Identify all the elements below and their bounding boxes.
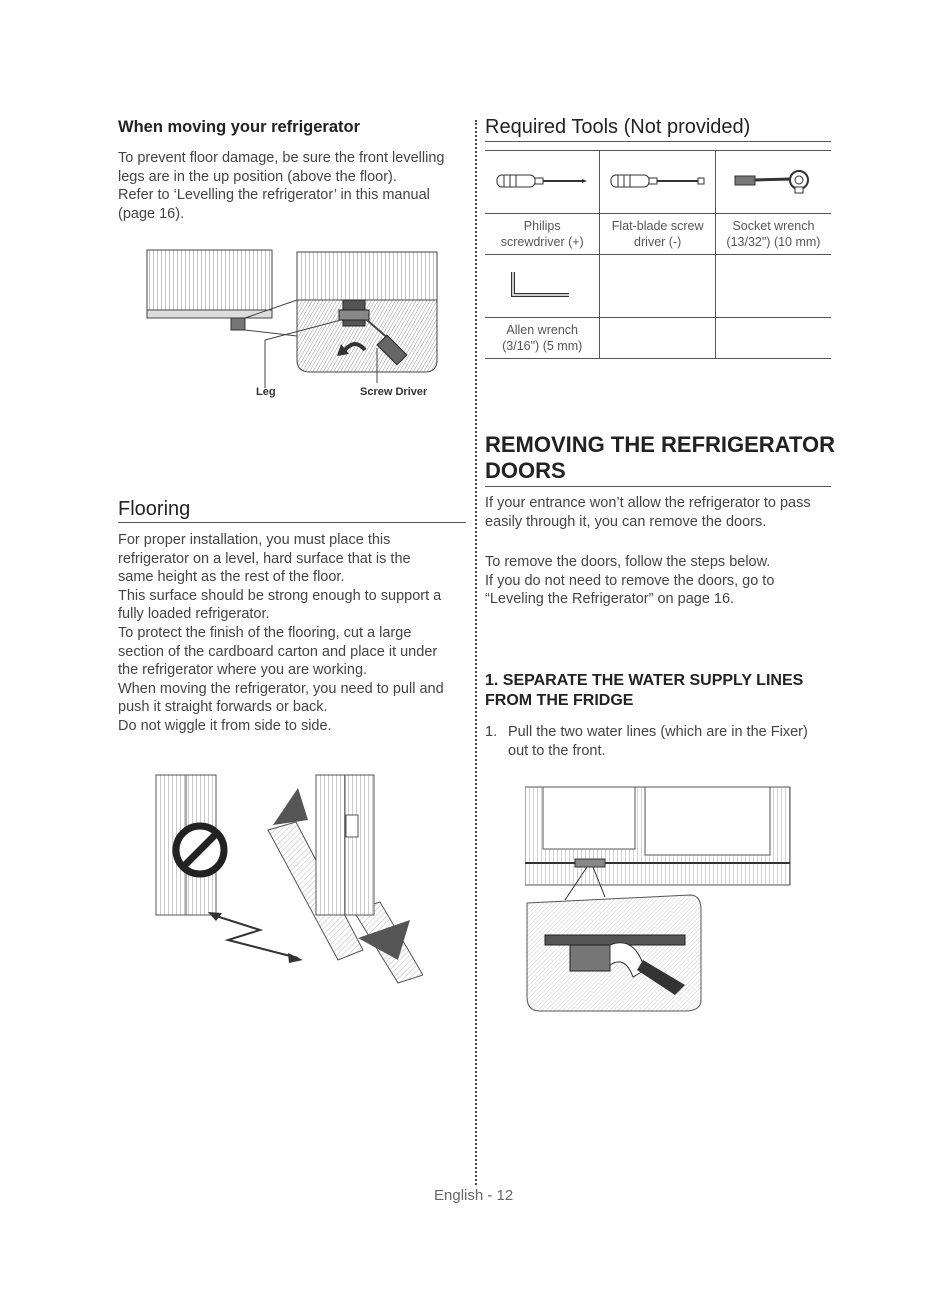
tool-label-cell xyxy=(485,214,600,255)
allen-wrench-icon xyxy=(509,270,575,300)
moving-line: (page 16). xyxy=(118,205,185,222)
water-supply-lines-illustration xyxy=(525,785,795,1015)
tools-heading-rule xyxy=(485,141,831,142)
tool-label-cell-empty xyxy=(600,318,716,359)
removing-line: If your entrance won’t allow the refrigerator to pass xyxy=(485,495,811,511)
tool-label: Flat-blade screw xyxy=(611,219,704,233)
flooring-illustration xyxy=(148,770,423,985)
removing-heading xyxy=(485,432,835,484)
flooring-heading: Flooring xyxy=(118,498,191,520)
tool-image-cell xyxy=(715,151,831,214)
removing-text-a xyxy=(485,494,835,531)
step1-item-line: Pull the two water lines (which are in the Fixer) xyxy=(508,724,808,740)
tools-table xyxy=(485,150,831,359)
tool-label: Allen wrench xyxy=(506,323,578,337)
tool-image-cell xyxy=(600,151,716,214)
removing-rule xyxy=(485,486,831,487)
flooring-line: For proper installation, you must place this xyxy=(118,532,391,548)
tool-image-cell xyxy=(485,255,600,318)
flooring-rule xyxy=(118,522,466,523)
flooring-line: the refrigerator where you are working. xyxy=(118,662,368,679)
moving-heading: When moving your refrigerator xyxy=(118,118,361,136)
caption-leg: Leg xyxy=(256,386,276,398)
tool-label: (3/16") (5 mm) xyxy=(502,339,583,353)
tool-label-cell xyxy=(715,214,831,255)
column-divider xyxy=(475,120,477,1185)
tool-image-cell-empty xyxy=(600,255,716,318)
tool-label-cell xyxy=(600,214,716,255)
removing-heading-line: DOORS xyxy=(485,458,566,483)
flooring-line: This surface should be strong enough to support a xyxy=(118,587,442,604)
tool-label: (13/32") (10 mm) xyxy=(726,235,821,249)
tool-label: Socket wrench xyxy=(732,219,815,233)
removing-heading-line: REMOVING THE REFRIGERATOR xyxy=(485,432,835,457)
step1-heading-line: 1. SEPARATE THE WATER SUPPLY LINES xyxy=(485,672,804,689)
leg-screwdriver-illustration xyxy=(145,248,440,388)
flooring-line: section of the cardboard carton and place it under xyxy=(118,643,438,660)
tools-row-images xyxy=(485,255,831,318)
page-footer: English - 12 xyxy=(434,1187,514,1204)
moving-line: legs are in the up position (above the floor). xyxy=(118,168,397,185)
tools-row-labels xyxy=(485,318,831,359)
removing-line: To remove the doors, follow the steps below. xyxy=(485,554,771,570)
step1-item-number: 1. xyxy=(485,724,498,740)
flooring-line: refrigerator on a level, hard surface that is the xyxy=(118,550,411,567)
tool-image-cell xyxy=(485,151,600,214)
step1-item-line: out to the front. xyxy=(508,742,606,759)
flooring-line: When moving the refrigerator, you need to pull and xyxy=(118,680,444,697)
philips-screwdriver-icon xyxy=(496,172,588,190)
moving-line: Refer to ‘Levelling the refrigerator’ in this manual xyxy=(118,187,430,204)
flooring-line: Do not wiggle it from side to side. xyxy=(118,717,332,734)
removing-text-b xyxy=(485,553,835,609)
removing-line: If you do not need to remove the doors, go to xyxy=(485,572,775,589)
tool-label: screwdriver (+) xyxy=(500,235,584,249)
flooring-text xyxy=(118,531,473,736)
tool-image-cell-empty xyxy=(715,255,831,318)
tool-label: Philips xyxy=(523,219,561,233)
flooring-line: To protect the finish of the flooring, cut a large xyxy=(118,624,412,641)
step1-heading xyxy=(485,671,803,711)
flooring-line: same height as the rest of the floor. xyxy=(118,569,345,586)
caption-screw-driver: Screw Driver xyxy=(360,386,428,398)
socket-wrench-icon xyxy=(733,167,813,195)
tool-label-cell xyxy=(485,318,600,359)
tools-heading: Required Tools (Not provided) xyxy=(485,116,751,138)
tool-label: driver (-) xyxy=(634,235,682,249)
step1-item xyxy=(485,723,835,760)
removing-line: “Leveling the Refrigerator” on page 16. xyxy=(485,591,735,608)
moving-text xyxy=(118,149,468,223)
tools-row-labels xyxy=(485,214,831,255)
tools-row-images xyxy=(485,151,831,214)
tool-label-cell-empty xyxy=(715,318,831,359)
step1-heading-line: FROM THE FRIDGE xyxy=(485,692,634,709)
flat-blade-screwdriver-icon xyxy=(610,172,706,190)
flooring-line: fully loaded refrigerator. xyxy=(118,606,270,623)
removing-line: easily through it, you can remove the doors. xyxy=(485,513,767,530)
moving-line: To prevent floor damage, be sure the front levelling xyxy=(118,150,445,166)
flooring-line: push it straight forwards or back. xyxy=(118,699,328,716)
